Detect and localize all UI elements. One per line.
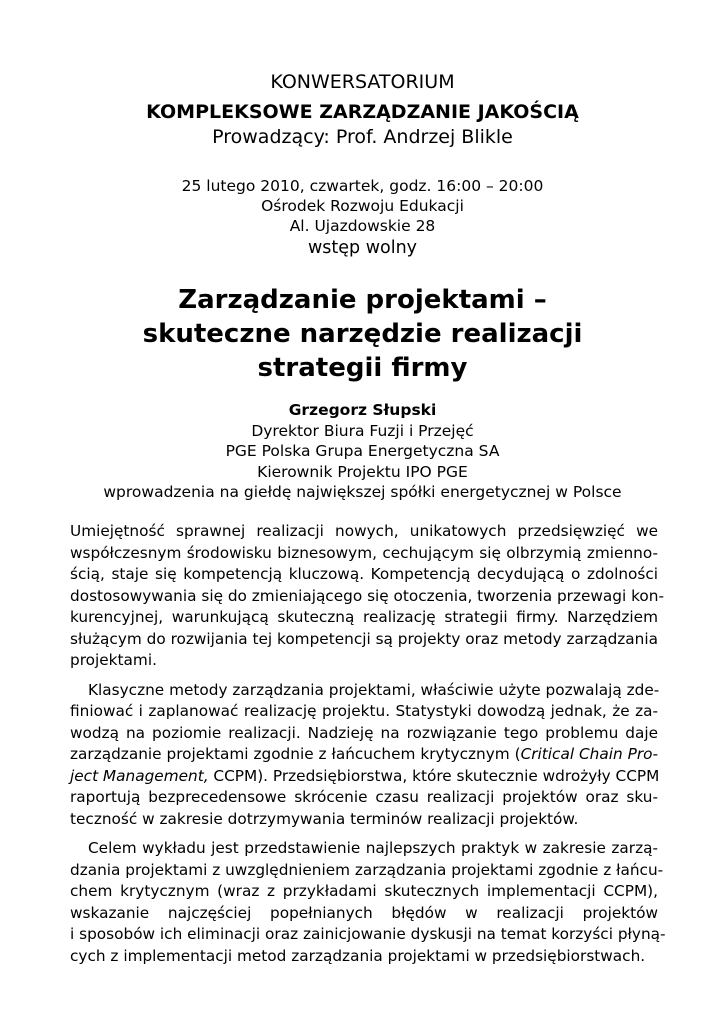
event-date-time: 25 lutego 2010, czwartek, godz. 16:00 – 20:00 <box>181 177 544 195</box>
italic-term: Critical Chain Pro- <box>520 745 658 763</box>
speaker-role: Kierownik Projektu IPO PGE <box>257 462 468 481</box>
series-label: KONWERSATORIUM <box>270 71 455 93</box>
paragraph-line: finiować i zaplanować realizację projektu. Statystyki dowodzą jednak, że za- <box>70 702 658 720</box>
speaker-role: PGE Polska Grupa Energetyczna SA <box>225 442 500 460</box>
speaker-role: wprowadzenia na giełdę największej spółki energetycznej w Polsce <box>103 483 622 501</box>
text-run: zarządzanie projektami zgodnie z łańcuchem krytycznym ( <box>70 745 521 763</box>
event-address: Al. Ujazdowskie 28 <box>289 217 436 235</box>
paragraph-line: Klasyczne metody zarządzania projektami, właściwie użyte pozwalają zde- <box>88 680 660 699</box>
paragraph-line <box>70 766 658 788</box>
paragraph-line: Celem wykładu jest przedstawienie najlepszych praktyk w zakresie zarzą- <box>88 839 658 857</box>
paragraph-1 <box>70 521 664 672</box>
paragraph-line: Umiejętność sprawnej realizacji nowych, unikatowych przedsięwzięć we <box>70 522 658 540</box>
speaker-block <box>0 400 725 503</box>
lecture-title <box>0 283 725 385</box>
host-line: Prowadzący: Prof. Andrzej Blikle <box>212 126 513 148</box>
paragraph-line: dzania projektami z uwzględnieniem zarządzania projektami zgodnie z łańcu- <box>70 860 664 879</box>
paragraph-line: i sposobów ich eliminacji oraz zainicjowanie dyskusji na temat korzyści płyną- <box>70 925 666 943</box>
lecture-title-line: skuteczne narzędzie realizacji <box>142 319 583 349</box>
paragraph-line: projektami. <box>70 651 157 669</box>
series-title: KOMPLEKSOWE ZARZĄDZANIE JAKOŚCIĄ <box>146 101 579 123</box>
paragraph-line: ścią, staje się kompetencją kluczową. Kompetencją decydującą o zdolności <box>70 565 658 583</box>
lecture-title-line: Zarządzanie projektami – <box>178 285 547 315</box>
event-venue: Ośrodek Rozwoju Edukacji <box>261 197 464 215</box>
text-run: CCPM). Przedsiębiorstwa, które skutecznie wdrożyły CCPM <box>208 766 660 785</box>
event-entry: wstęp wolny <box>307 238 418 258</box>
paragraph-3 <box>70 838 666 967</box>
paragraph-line: teczność w zakresie dotrzymywania terminów realizacji projektów. <box>70 809 579 828</box>
paragraph-line: dostosowywania się do zmieniającego się otoczenia, tworzenia przewagi kon- <box>70 586 664 605</box>
speaker-role: Dyrektor Biura Fuzji i Przejęć <box>251 421 474 440</box>
paragraph-line: wodzą na poziomie realizacji. Nadzieję na rozwiązanie tego problemu daje <box>70 723 658 742</box>
paragraph-line: kurencyjnej, warunkującą skuteczną realizację strategii firmy. Narzędziem <box>70 608 658 626</box>
lecture-title-line: strategii firmy <box>257 353 468 383</box>
paragraph-line: raportują bezprecedensowe skrócenie czasu realizacji projektów oraz sku- <box>70 788 658 806</box>
paragraph-line: współczesnym środowisku biznesowym, cechującym się olbrzymią zmienno- <box>70 543 658 562</box>
paragraph-line: cych z implementacji metod zarządzania projektami w przedsiębiorstwach. <box>70 946 646 965</box>
abstract <box>70 521 666 975</box>
italic-term: ject Management, <box>70 766 209 785</box>
paragraph-2 <box>70 680 658 831</box>
event-info <box>0 176 725 260</box>
paragraph-line: wskazanie najczęściej popełnianych błędów w realizacji projektów <box>70 903 658 922</box>
paragraph-line: chem krytycznym (wraz z przykładami skutecznych implementacji CCPM), <box>70 882 658 900</box>
paragraph-line <box>70 744 658 766</box>
speaker-name: Grzegorz Słupski <box>288 401 437 419</box>
paragraph-line: służącym do rozwijania tej kompetencji są projekty oraz metody zarządzania <box>70 629 658 648</box>
